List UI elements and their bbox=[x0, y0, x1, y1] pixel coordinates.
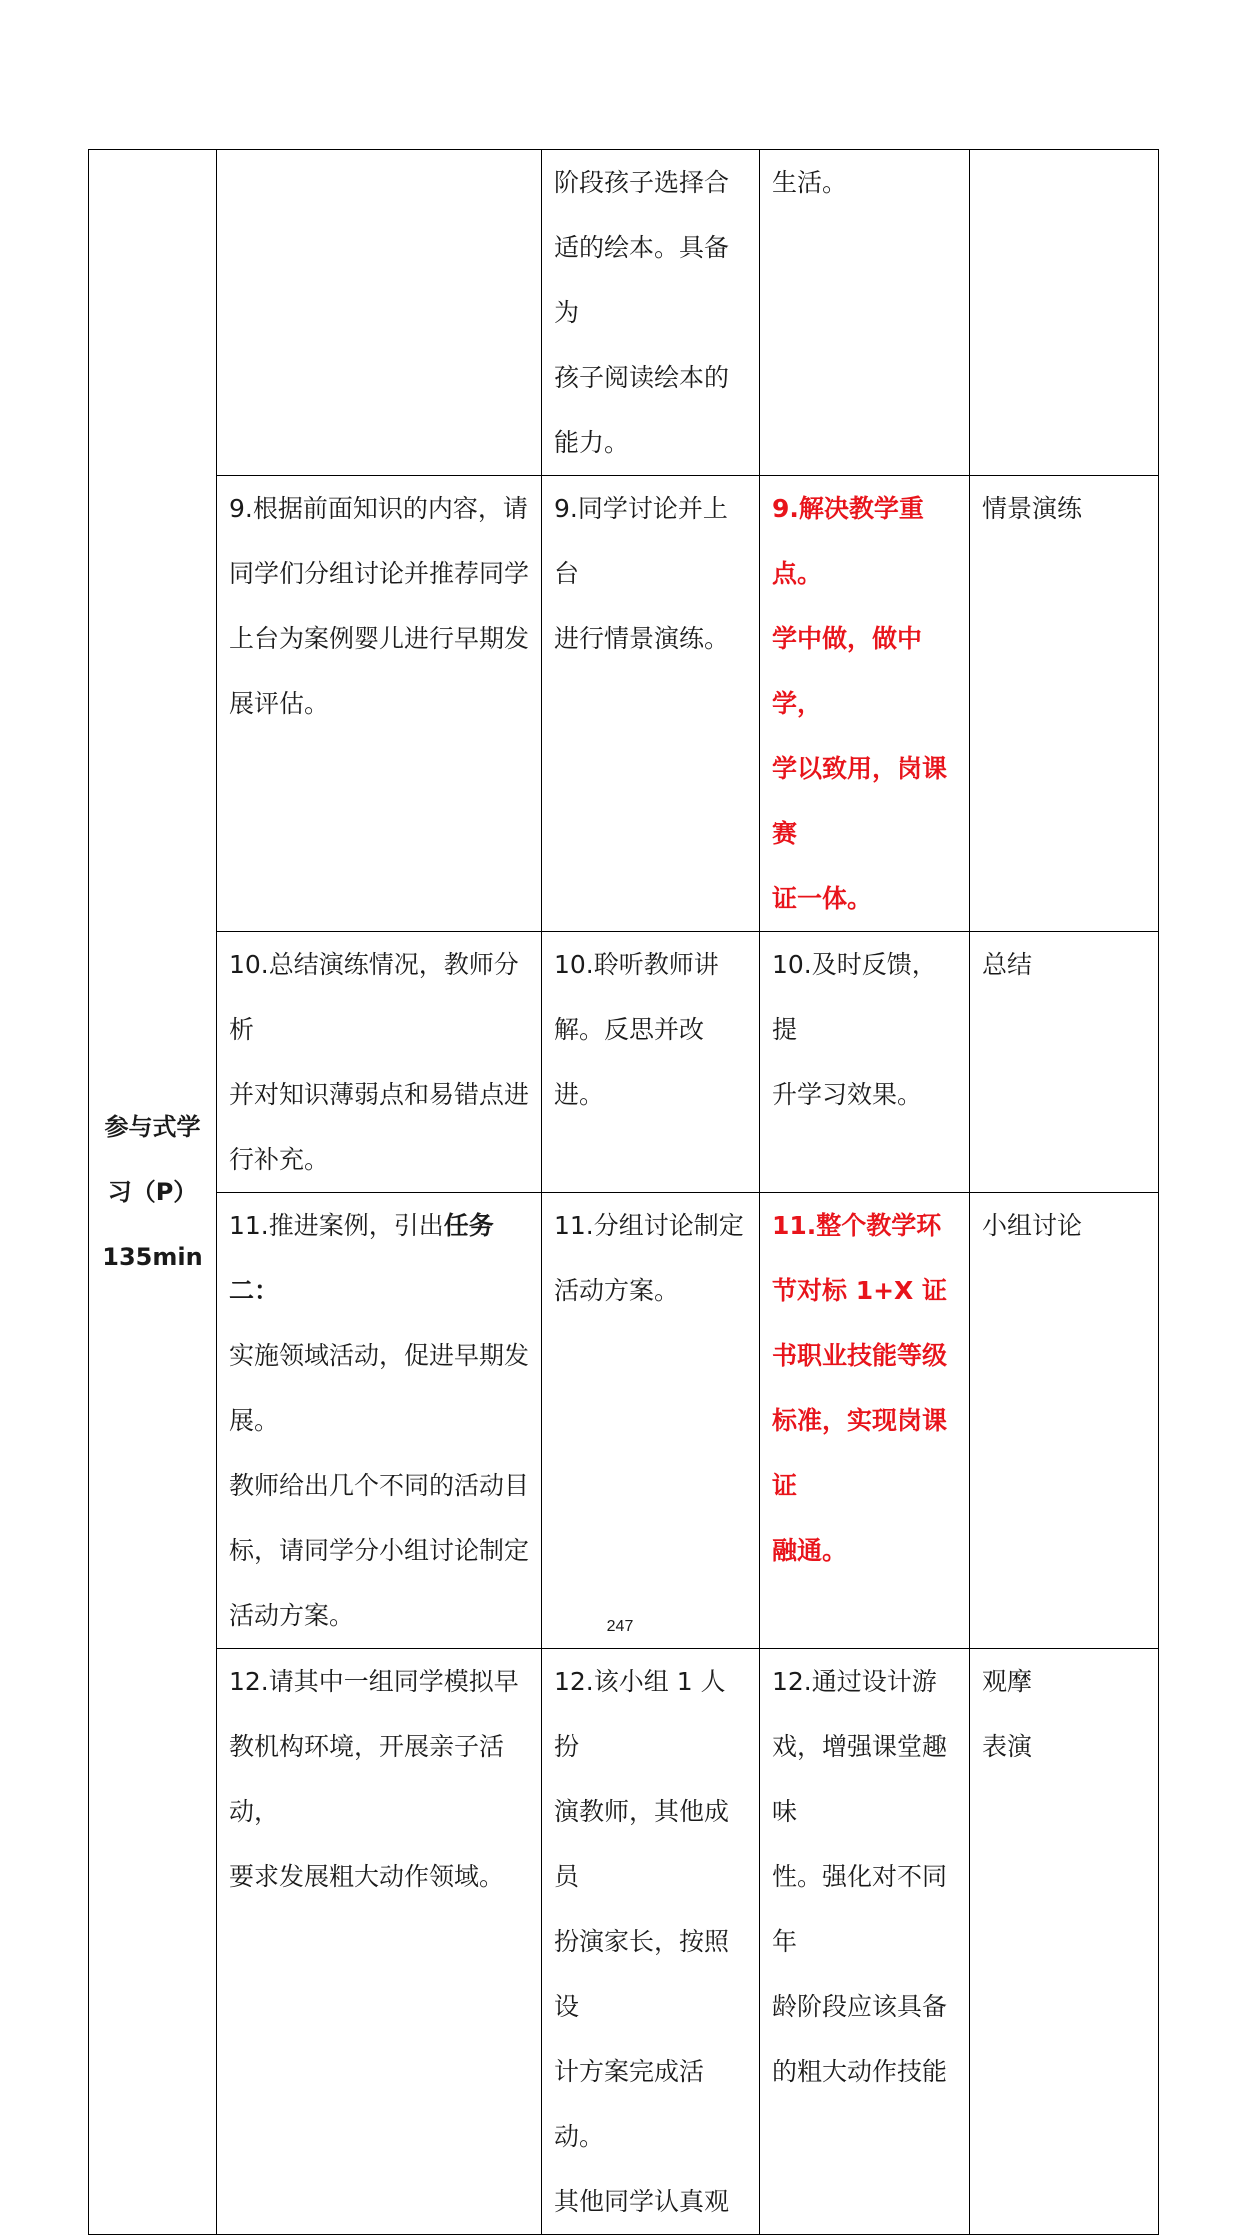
text-line: 10.及时反馈，提 bbox=[772, 950, 937, 1044]
method-cell bbox=[970, 932, 1159, 1193]
text-line: 9.同学讨论并上台 bbox=[554, 494, 728, 588]
highlight-text-line: 节对标 1+X 证 bbox=[772, 1276, 948, 1305]
student-activity-cell bbox=[542, 150, 760, 476]
text-line: 12.该小组 1 人扮 bbox=[554, 1667, 726, 1761]
highlight-text-line: 学以致用，岗课赛 bbox=[772, 754, 948, 848]
table-row bbox=[89, 1649, 1159, 2235]
student-activity-cell bbox=[542, 476, 760, 932]
text-line: 行补充。 bbox=[229, 1145, 330, 1174]
highlight-text-line: 融通。 bbox=[772, 1536, 848, 1565]
text-line: 12.通过设计游 bbox=[772, 1667, 937, 1696]
highlight-text-line: 证一体。 bbox=[772, 884, 873, 913]
text-line: 活动方案。 bbox=[229, 1601, 355, 1630]
text-line: 教机构环境，开展亲子活动， bbox=[229, 1732, 505, 1826]
highlight-text-line: 书职业技能等级 bbox=[772, 1341, 948, 1370]
text-line: 孩子阅读绘本的 bbox=[554, 363, 730, 392]
task-label: 任务二： bbox=[229, 1211, 494, 1305]
text-line: 龄阶段应该具备 bbox=[772, 1992, 948, 2021]
text-line: 其他同学认真观 bbox=[554, 2187, 730, 2216]
text-line: 小组讨论 bbox=[982, 1211, 1083, 1240]
student-activity-cell bbox=[542, 1193, 760, 1649]
lesson-plan-table bbox=[88, 149, 1159, 2235]
text-line: 阶段孩子选择合 bbox=[554, 168, 730, 197]
stage-cell bbox=[89, 150, 217, 2235]
method-cell bbox=[970, 150, 1159, 476]
design-intent-cell bbox=[760, 1649, 970, 2235]
text-line: 10.聆听教师讲 bbox=[554, 950, 719, 979]
text-line: 扮演家长，按照设 bbox=[554, 1927, 730, 2021]
text-line: 并对知识薄弱点和易错点进 bbox=[229, 1080, 530, 1109]
text-line: 实施领域活动，促进早期发 bbox=[229, 1341, 530, 1370]
text-line: 展评估。 bbox=[229, 689, 330, 718]
text-line: 标，请同学分小组讨论制定 bbox=[229, 1536, 530, 1565]
text-line: 上台为案例婴儿进行早期发 bbox=[229, 624, 530, 653]
method-cell bbox=[970, 1193, 1159, 1649]
design-intent-cell bbox=[760, 1193, 970, 1649]
text-line: 适的绘本。具备为 bbox=[554, 233, 730, 327]
text-line: 解。反思并改进。 bbox=[554, 1015, 705, 1109]
text-line: 要求发展粗大动作领域。 bbox=[229, 1862, 505, 1891]
table-row bbox=[89, 1193, 1159, 1649]
text-line: 11.分组讨论制定 bbox=[554, 1211, 744, 1240]
text-line: 12.请其中一组同学模拟早 bbox=[229, 1667, 519, 1696]
highlight-text-line: 9.解决教学重点。 bbox=[772, 494, 924, 588]
design-intent-cell bbox=[760, 476, 970, 932]
text-line: 情景演练 bbox=[982, 494, 1083, 523]
teacher-activity-cell bbox=[217, 476, 542, 932]
highlight-text-line: 标准，实现岗课证 bbox=[772, 1406, 948, 1500]
text-line bbox=[229, 1193, 529, 1323]
student-activity-cell bbox=[542, 1649, 760, 2235]
design-intent-cell bbox=[760, 932, 970, 1193]
text-line: 活动方案。 bbox=[554, 1276, 680, 1305]
text-line: 9.根据前面知识的内容，请 bbox=[229, 494, 528, 523]
table-row bbox=[89, 150, 1159, 476]
student-activity-cell bbox=[542, 932, 760, 1193]
text-line: 生活。 bbox=[772, 168, 848, 197]
text-line: 表演 bbox=[982, 1732, 1033, 1761]
teacher-activity-cell bbox=[217, 1193, 542, 1649]
method-cell bbox=[970, 476, 1159, 932]
stage-label-line: 参与式学 bbox=[104, 1112, 201, 1141]
text-line: 能力。 bbox=[554, 428, 630, 457]
table-row bbox=[89, 932, 1159, 1193]
stage-label-line: 习（P） bbox=[107, 1177, 198, 1206]
design-intent-cell bbox=[760, 150, 970, 476]
text-line: 计方案完成活动。 bbox=[554, 2057, 705, 2151]
text-line: 教师给出几个不同的活动目 bbox=[229, 1471, 530, 1500]
highlight-text-line: 11.整个教学环 bbox=[772, 1211, 942, 1240]
text-line: 进行情景演练。 bbox=[554, 624, 730, 653]
text-line: 10.总结演练情况，教师分析 bbox=[229, 950, 519, 1044]
teacher-activity-cell bbox=[217, 150, 542, 476]
page-number: 247 bbox=[606, 1618, 634, 1635]
stage-duration: 135min bbox=[102, 1242, 203, 1271]
text-line: 演教师，其他成员 bbox=[554, 1797, 730, 1891]
method-cell bbox=[970, 1649, 1159, 2235]
text-segment: 11.推进案例，引出 bbox=[229, 1211, 444, 1240]
text-line: 的粗大动作技能 bbox=[772, 2057, 948, 2086]
text-line: 总结 bbox=[982, 950, 1033, 979]
highlight-text-line: 学中做，做中学， bbox=[772, 624, 923, 718]
text-line: 展。 bbox=[229, 1406, 280, 1435]
text-line: 性。强化对不同年 bbox=[772, 1862, 948, 1956]
table-row bbox=[89, 476, 1159, 932]
text-line: 升学习效果。 bbox=[772, 1080, 923, 1109]
text-line: 观摩 bbox=[982, 1667, 1033, 1696]
text-line: 戏，增强课堂趣味 bbox=[772, 1732, 948, 1826]
teacher-activity-cell bbox=[217, 1649, 542, 2235]
teacher-activity-cell bbox=[217, 932, 542, 1193]
text-line: 同学们分组讨论并推荐同学 bbox=[229, 559, 530, 588]
